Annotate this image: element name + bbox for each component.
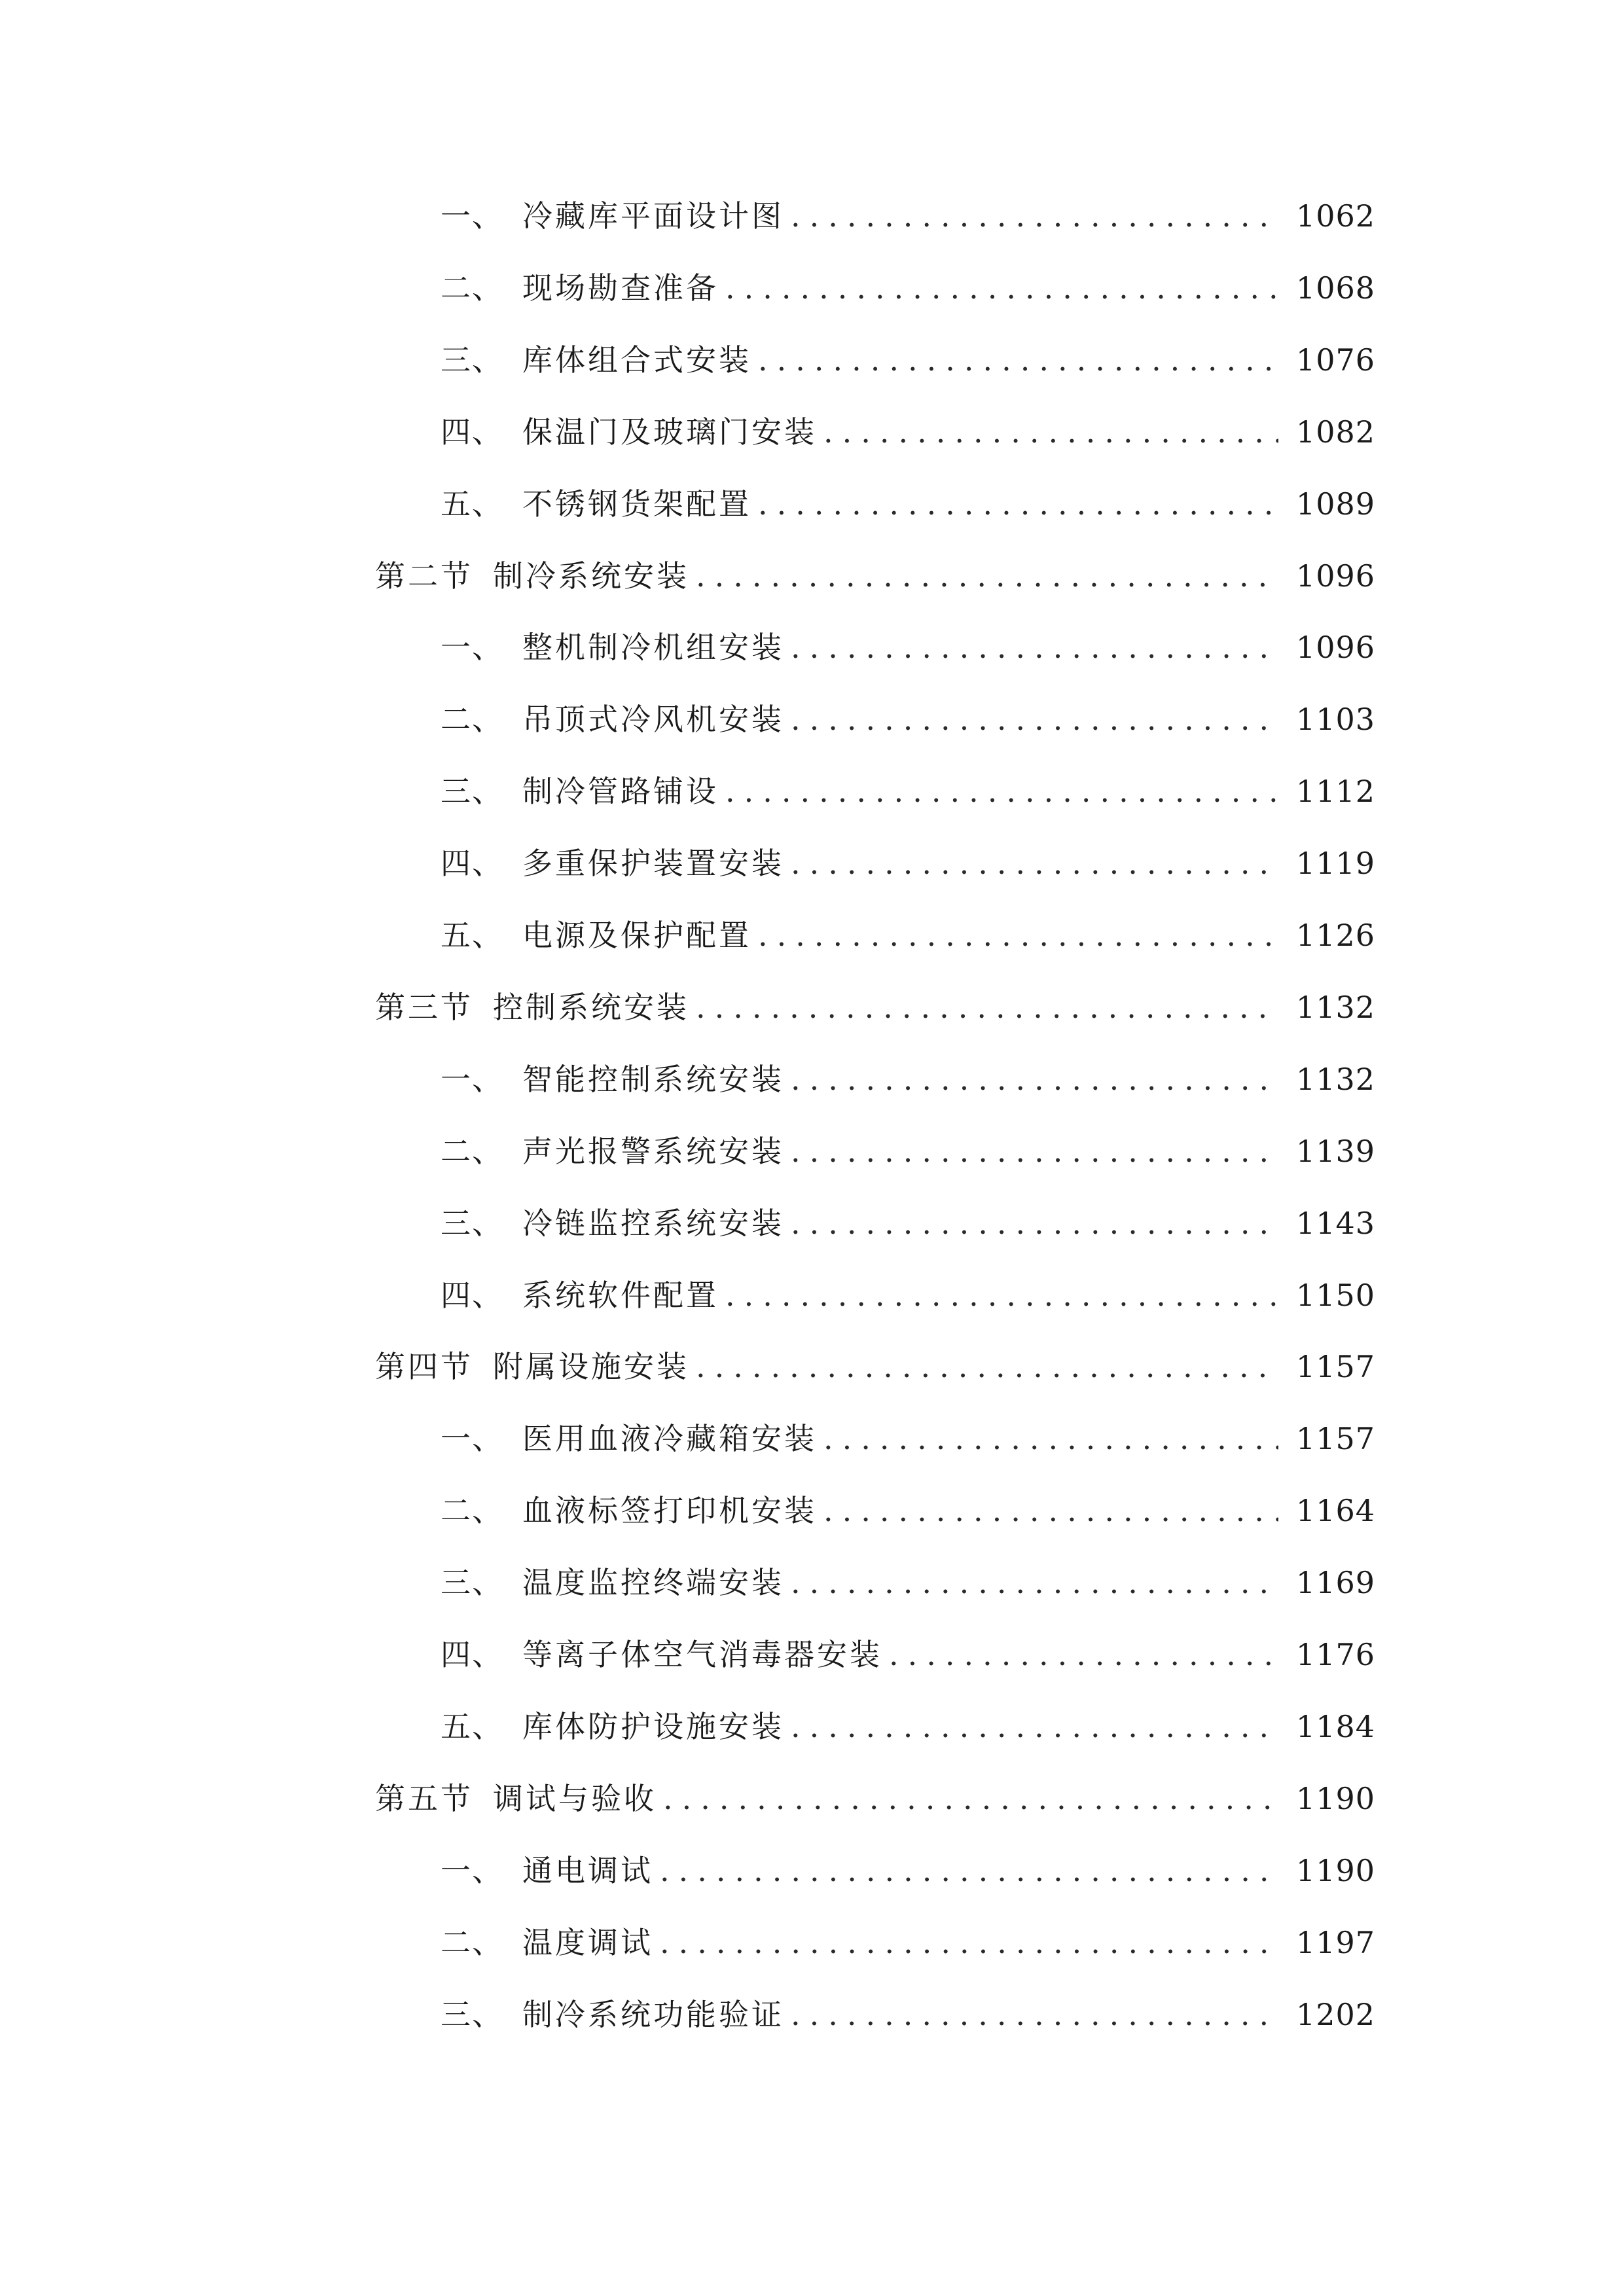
- toc-entry-number: 第四节: [375, 1349, 473, 1384]
- toc-page-number: 1112: [1295, 774, 1375, 809]
- toc-dot-leader: [725, 252, 1278, 324]
- toc-page-number: 1126: [1295, 918, 1375, 953]
- toc-dot-leader: [889, 1619, 1278, 1691]
- toc-dot-leader: [823, 1403, 1278, 1475]
- toc-entry-title: 整机制冷机组安装: [522, 630, 784, 665]
- toc-entry-label: [441, 1043, 784, 1115]
- toc-entry-label: [441, 1691, 784, 1763]
- toc-entry-number: 二、: [441, 1134, 503, 1169]
- toc-entry-label: [441, 1835, 653, 1907]
- toc-subsection-entry[interactable]: [0, 180, 1375, 252]
- toc-entry-label: [441, 1259, 719, 1331]
- toc-page-number: 1139: [1295, 1134, 1375, 1169]
- toc-entry-title: 冷藏库平面设计图: [522, 198, 784, 234]
- toc-entry-title: 电源及保护配置: [522, 918, 751, 953]
- toc-entry-title: 控制系统安装: [493, 990, 689, 1025]
- toc-subsection-entry[interactable]: [0, 1691, 1375, 1763]
- toc-subsection-entry[interactable]: [0, 1187, 1375, 1259]
- toc-subsection-entry[interactable]: [0, 1115, 1375, 1187]
- toc-subsection-entry[interactable]: [0, 683, 1375, 755]
- toc-entry-title: 系统软件配置: [522, 1278, 719, 1313]
- toc-entry-number: 三、: [441, 774, 503, 809]
- toc-entry-title: 温度监控终端安装: [522, 1565, 784, 1600]
- toc-entry-label: [441, 180, 784, 252]
- toc-page-number: 1190: [1295, 1853, 1375, 1888]
- toc-entry-label: [375, 540, 689, 612]
- toc-entry-title: 吊顶式冷风机安装: [522, 702, 784, 737]
- toc-dot-leader: [725, 1259, 1278, 1331]
- toc-entry-title: 不锈钢货架配置: [522, 486, 751, 522]
- toc-page-number: 1103: [1295, 702, 1375, 737]
- toc-dot-leader: [758, 468, 1278, 540]
- toc-page-number: 1157: [1295, 1349, 1375, 1384]
- toc-entry-number: 一、: [441, 630, 503, 665]
- toc-entry-title: 库体防护设施安装: [522, 1709, 784, 1744]
- toc-page-number: 1089: [1295, 486, 1375, 522]
- toc-entry-label: [441, 1187, 784, 1259]
- toc-subsection-entry[interactable]: [0, 396, 1375, 468]
- toc-entry-number: 五、: [441, 918, 503, 953]
- toc-dot-leader: [791, 1115, 1278, 1187]
- toc-dot-leader: [791, 1043, 1278, 1115]
- toc-entry-number: 二、: [441, 702, 503, 737]
- toc-subsection-entry[interactable]: [0, 1043, 1375, 1115]
- toc-entry-number: 三、: [441, 1997, 503, 2032]
- toc-subsection-entry[interactable]: [0, 324, 1375, 396]
- toc-entry-number: 一、: [441, 198, 503, 234]
- toc-dot-leader: [660, 1907, 1278, 1979]
- toc-entry-label: [441, 468, 751, 540]
- toc-entry-number: 二、: [441, 1925, 503, 1960]
- toc-page-number: 1202: [1295, 1997, 1375, 2032]
- toc-entry-number: 三、: [441, 1565, 503, 1600]
- toc-section-entry[interactable]: [0, 971, 1375, 1043]
- toc-subsection-entry[interactable]: [0, 468, 1375, 540]
- toc-entry-title: 智能控制系统安装: [522, 1062, 784, 1097]
- toc-dot-leader: [696, 540, 1278, 612]
- toc-page-number: 1143: [1295, 1206, 1375, 1241]
- toc-page-number: 1082: [1295, 414, 1375, 450]
- toc-entry-number: 二、: [441, 1493, 503, 1528]
- toc-entry-label: [441, 1547, 784, 1619]
- toc-entry-number: 四、: [441, 846, 503, 881]
- toc-entry-label: [441, 1907, 653, 1979]
- toc-entry-label: [375, 1331, 689, 1403]
- toc-dot-leader: [823, 396, 1278, 468]
- toc-page-number: 1164: [1295, 1493, 1375, 1528]
- toc-entry-title: 制冷系统安装: [493, 558, 689, 594]
- toc-dot-leader: [791, 180, 1278, 252]
- toc-entry-label: [441, 899, 751, 971]
- toc-page-number: 1157: [1295, 1421, 1375, 1456]
- toc-subsection-entry[interactable]: [0, 611, 1375, 683]
- toc-entry-title: 调试与验收: [493, 1781, 657, 1816]
- toc-page-number: 1176: [1295, 1637, 1375, 1672]
- toc-dot-leader: [791, 611, 1278, 683]
- toc-entry-title: 血液标签打印机安装: [522, 1493, 817, 1528]
- toc-page-number: 1132: [1295, 1062, 1375, 1097]
- toc-entry-title: 制冷管路铺设: [522, 774, 719, 809]
- toc-page-number: 1076: [1295, 342, 1375, 378]
- toc-page-number: 1132: [1295, 990, 1375, 1025]
- toc-entry-number: 五、: [441, 1709, 503, 1744]
- toc-subsection-entry[interactable]: [0, 1547, 1375, 1619]
- toc-entry-title: 现场勘查准备: [522, 270, 719, 306]
- toc-subsection-entry[interactable]: [0, 1907, 1375, 1979]
- toc-subsection-entry[interactable]: [0, 252, 1375, 324]
- toc-dot-leader: [791, 1979, 1278, 2051]
- toc-entry-label: [375, 971, 689, 1043]
- toc-entry-title: 多重保护装置安装: [522, 846, 784, 881]
- toc-entry-number: 一、: [441, 1421, 503, 1456]
- toc-entry-title: 通电调试: [522, 1853, 653, 1888]
- toc-page-number: 1197: [1295, 1925, 1375, 1960]
- toc-entry-label: [375, 1763, 657, 1835]
- toc-subsection-entry[interactable]: [0, 1403, 1375, 1475]
- toc-dot-leader: [758, 324, 1278, 396]
- toc-subsection-entry[interactable]: [0, 1475, 1375, 1547]
- toc-entry-title: 制冷系统功能验证: [522, 1997, 784, 2032]
- toc-dot-leader: [696, 971, 1278, 1043]
- toc-subsection-entry[interactable]: [0, 1619, 1375, 1691]
- toc-dot-leader: [791, 683, 1278, 755]
- toc-entry-number: 五、: [441, 486, 503, 522]
- toc-subsection-entry[interactable]: [0, 1259, 1375, 1331]
- toc-subsection-entry[interactable]: [0, 827, 1375, 899]
- toc-dot-leader: [696, 1331, 1278, 1403]
- toc-entry-number: 四、: [441, 1637, 503, 1672]
- toc-entry-title: 医用血液冷藏箱安装: [522, 1421, 817, 1456]
- toc-entry-number: 一、: [441, 1062, 503, 1097]
- toc-page-number: 1068: [1295, 270, 1375, 306]
- toc-entry-title: 附属设施安装: [493, 1349, 689, 1384]
- toc-dot-leader: [791, 1691, 1278, 1763]
- toc-page-number: 1119: [1295, 846, 1375, 881]
- toc-dot-leader: [725, 755, 1278, 827]
- toc-entry-label: [441, 1475, 817, 1547]
- toc-entry-title: 冷链监控系统安装: [522, 1206, 784, 1241]
- toc-section-entry[interactable]: [0, 1331, 1375, 1403]
- toc-page-number: 1062: [1295, 198, 1375, 234]
- toc-entry-label: [441, 1619, 882, 1691]
- toc-entry-number: 第五节: [375, 1781, 473, 1816]
- toc-page-number: 1096: [1295, 558, 1375, 594]
- toc-entry-label: [441, 683, 784, 755]
- toc-entry-label: [441, 396, 817, 468]
- toc-entry-title: 温度调试: [522, 1925, 653, 1960]
- toc-dot-leader: [660, 1835, 1278, 1907]
- toc-entry-label: [441, 611, 784, 683]
- toc-entry-title: 库体组合式安装: [522, 342, 751, 378]
- toc-entry-title: 等离子体空气消毒器安装: [522, 1637, 882, 1672]
- toc-page-number: 1184: [1295, 1709, 1375, 1744]
- toc-subsection-entry[interactable]: [0, 1835, 1375, 1907]
- toc-entry-number: 四、: [441, 1278, 503, 1313]
- toc-page-number: 1150: [1295, 1278, 1375, 1313]
- toc-dot-leader: [758, 899, 1278, 971]
- toc-dot-leader: [823, 1475, 1278, 1547]
- toc-section-entry[interactable]: [0, 540, 1375, 612]
- toc-subsection-entry[interactable]: [0, 1979, 1375, 2051]
- toc-entry-number: 第二节: [375, 558, 473, 594]
- toc-dot-leader: [663, 1763, 1278, 1835]
- toc-entry-label: [441, 252, 719, 324]
- toc-entry-number: 三、: [441, 342, 503, 378]
- toc-dot-leader: [791, 1547, 1278, 1619]
- toc-entry-label: [441, 827, 784, 899]
- toc-entry-title: 保温门及玻璃门安装: [522, 414, 817, 450]
- toc-section-entry[interactable]: [0, 1763, 1375, 1835]
- toc-entry-label: [441, 1115, 784, 1187]
- toc-dot-leader: [791, 827, 1278, 899]
- toc-page-number: 1096: [1295, 630, 1375, 665]
- toc-entry-number: 四、: [441, 414, 503, 450]
- toc-dot-leader: [791, 1187, 1278, 1259]
- toc-entry-label: [441, 324, 751, 396]
- toc-entry-number: 一、: [441, 1853, 503, 1888]
- toc-subsection-entry[interactable]: [0, 899, 1375, 971]
- toc-page-number: 1169: [1295, 1565, 1375, 1600]
- toc-entry-number: 第三节: [375, 990, 473, 1025]
- toc-entry-label: [441, 1979, 784, 2051]
- toc-entry-title: 声光报警系统安装: [522, 1134, 784, 1169]
- toc-entry-number: 三、: [441, 1206, 503, 1241]
- toc-entry-label: [441, 1403, 817, 1475]
- toc-page-number: 1190: [1295, 1781, 1375, 1816]
- toc-entry-number: 二、: [441, 270, 503, 306]
- toc-subsection-entry[interactable]: [0, 755, 1375, 827]
- toc-entry-label: [441, 755, 719, 827]
